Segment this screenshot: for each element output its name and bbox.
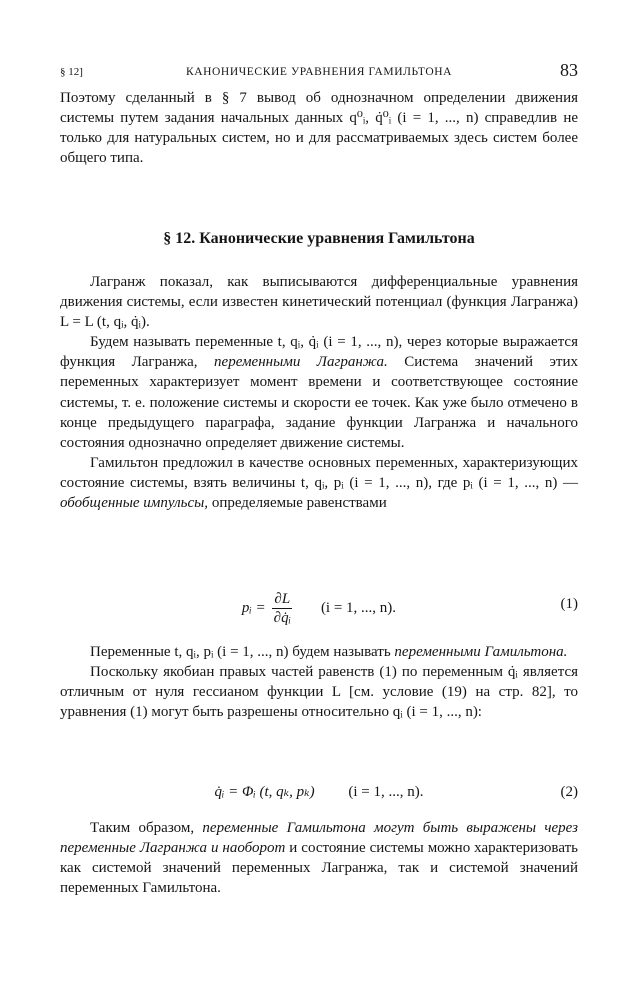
paragraph-jacobian: Поскольку якобиан правых частей равенств (1) по переменным q̇ᵢ является отличным от нуля гессианом функции L [см. условие (19) на стр. 82], то уравнения (1) могут быть разрешены относительно qᵢ (i = 1, ..., n):	[60, 664, 578, 721]
eq1-denominator: ∂q̇ᵢ	[273, 610, 291, 626]
eq1-condition: (i = 1, ..., n).	[320, 599, 397, 616]
p2-text-a: Будем называть переменные t, qᵢ, q̇ᵢ (i = 1, ..., n), через которые выражается функция Лагранжа,	[60, 334, 578, 371]
p4-emphasis: переменными Гамильтона.	[394, 644, 568, 660]
eq1-number: (1)	[560, 596, 578, 612]
p6-text-b: и состояние системы можно характеризовать как системой значений переменных Лагранжа, так и системой значений переменных Гамильтона.	[60, 840, 578, 897]
p4-text-a: Переменные t, qᵢ, pᵢ (i = 1, ..., n) будем называть	[90, 644, 395, 660]
eq2-number: (2)	[560, 784, 578, 800]
p3-emphasis: обобщенные импульсы,	[60, 495, 209, 512]
running-header	[60, 60, 578, 84]
eq2-condition: (i = 1, ..., n).	[348, 784, 424, 800]
p2-emphasis: переменными Лагранжа.	[214, 354, 388, 371]
header-section: § 12]	[60, 66, 83, 78]
intro-paragraph: Поэтому сделанный в § 7 вывод об однозначном определении движения системы путем задания начальных данных q⁰ᵢ, q̇⁰ᵢ (i = 1, ..., n) справедлив не только для натуральных систем, но и для рассматриваемых здесь систем более общего типа.	[60, 90, 578, 167]
header-title: КАНОНИЧЕСКИЕ УРАВНЕНИЯ ГАМИЛЬТОНА	[185, 66, 453, 78]
p3-text-a: Гамильтон предложил в качестве основных переменных, характеризующих состояние системы, взять величины t, qᵢ, pᵢ (i = 1, ..., n), где pᵢ (i = 1, ..., n) —	[60, 454, 578, 491]
p6-text-a: Таким образом,	[90, 820, 203, 836]
eq1-numerator: ∂L	[274, 591, 291, 607]
body-text-2	[60, 642, 578, 722]
page-number: 83	[560, 60, 578, 80]
eq1-fraction	[272, 590, 292, 627]
section-heading: § 12. Канонические уравнения Гамильтона	[163, 230, 475, 247]
body-text	[60, 272, 578, 513]
paragraph-hamilton-variables	[60, 642, 578, 662]
p3-text-b: определяемые равенствами	[208, 495, 387, 512]
paragraph-lagrange-variables	[60, 332, 578, 453]
equation-2-body	[60, 782, 578, 801]
eq2-text: q̇ᵢ = Φᵢ (t, qₖ, pₖ)	[214, 784, 315, 800]
p2-text-b: Система значений этих переменных характеризует момент времени и соответствующее состояние системы, т. е. положение системы и скорости ее точек. Как уже было отмечено в конце предыдущего параграфа, задание функции Лагранжа и начального состояния однозначно определяет движение системы.	[60, 354, 578, 451]
equation-1-body	[60, 590, 578, 627]
paragraph-conclusion	[60, 818, 578, 898]
p6-emphasis: переменные Гамильтона могут быть выражены через переменные Лагранжа и наоборот	[60, 820, 578, 857]
equation-2	[60, 778, 578, 818]
paragraph-lagrange: Лагранж показал, как выписываются дифференциальные уравнения движения системы, если известен кинетический потенциал (функция Лагранжа) L = L (t, qᵢ, q̇ᵢ).	[60, 274, 578, 331]
equation-1	[60, 590, 578, 630]
paragraph-hamilton-proposal	[60, 453, 578, 513]
body-text-3	[60, 818, 578, 898]
eq1-lhs: pᵢ =	[241, 599, 266, 616]
